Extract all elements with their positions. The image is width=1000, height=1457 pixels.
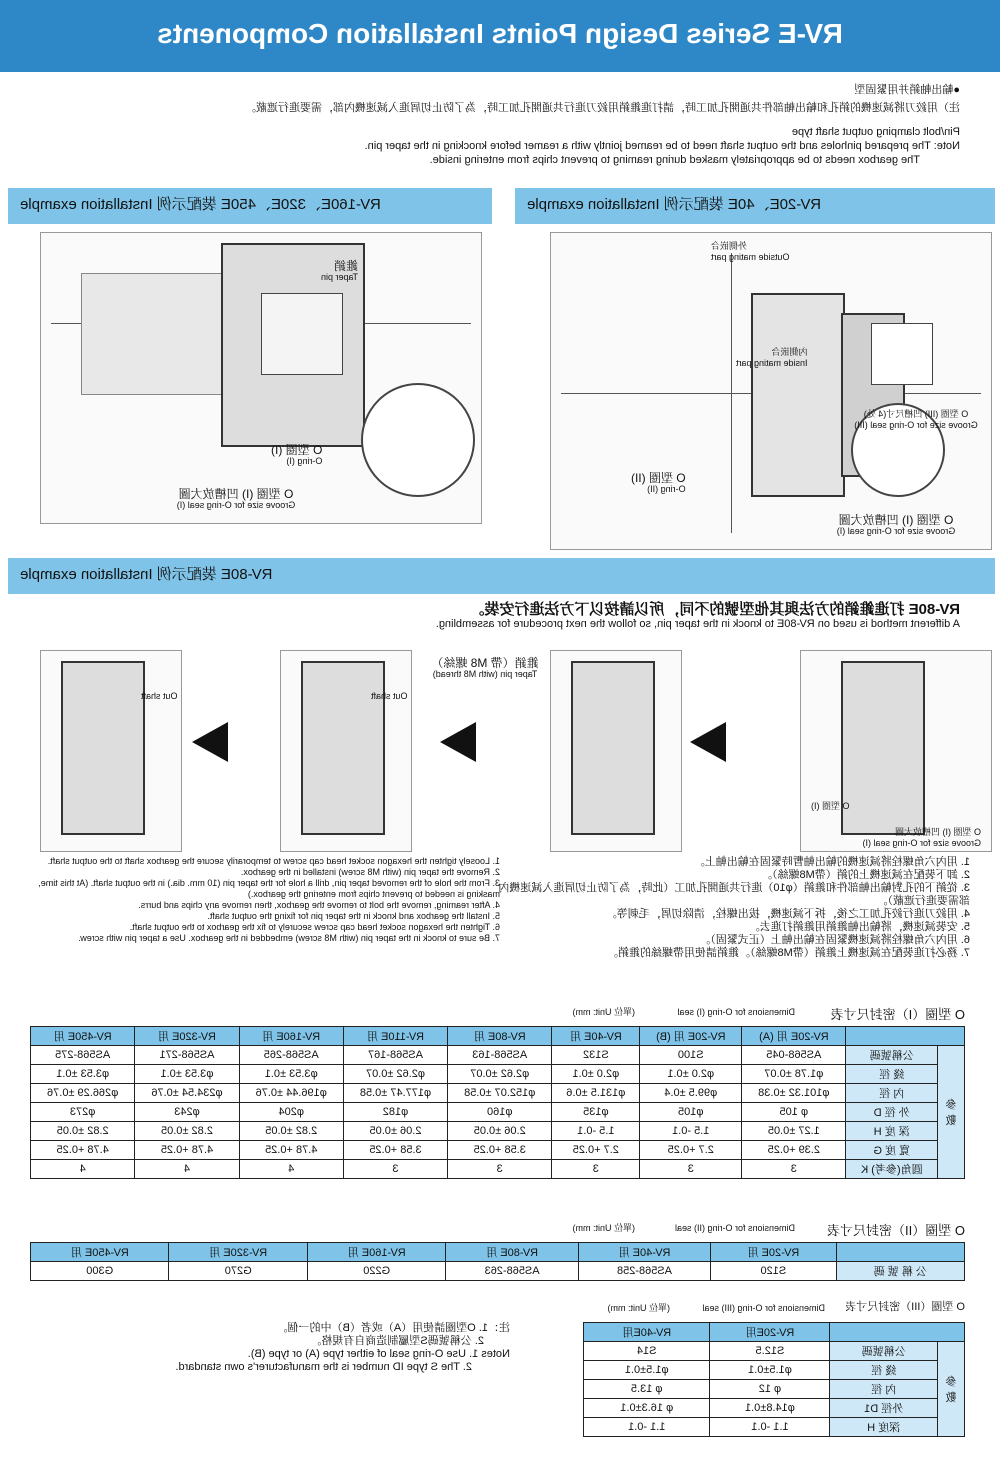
label-outside-mating: 外側嵌合 Outside mating part — [711, 241, 790, 262]
label-oring-ii-a: O 型圈 (II) O-ring (II) — [631, 471, 686, 494]
step-cn-1: 1. 用內六角螺栓將減速機的輸出軸暫時緊固在輸出軸上。 — [693, 856, 970, 868]
step-cn-2: 2. 卸下裝配在減速機上的銷（帶M8螺絲）。 — [760, 869, 970, 881]
drawing-rv160-450 — [40, 232, 482, 524]
header-bar — [0, 0, 1000, 72]
section-bar-rv160-450 — [8, 188, 492, 224]
table-row: 寬 度 G 2.39 +0.25 2.7 +0.25 2.7 +0.25 3.58 +0.25 3.58 +0.25 4.78 +0.25 4.78 +0.25 4.78 +0.25 — [31, 1141, 965, 1160]
note-en-2: 2. The S type ID number is the manufacturer's own standard. — [175, 1361, 472, 1373]
step-drawing-1 — [800, 650, 992, 852]
table-row: 圓角(參考) K 3 3 3 3 3 4 4 4 — [31, 1160, 965, 1179]
table-row: 綫 徑 φ1.5±0.1 φ1.5±0.1 — [584, 1361, 965, 1380]
table1 — [30, 1026, 965, 1179]
rv80-title-cn: RV-80E 打進錐銷的方法與其他型號的不同，所以請按以下方法進行安裝。 — [469, 601, 960, 618]
label-out-shaft-a: Out shaft — [371, 691, 408, 701]
label-groove-i-a: O 型圈 (I) 凹槽放大圖 Groove size for O-ring seal (I) — [836, 513, 956, 536]
table1-col-6: RV-320E 用 — [135, 1027, 239, 1046]
table-row: 公 稱 號 碼 S120 AS568-258 AS568-263 G220 G270 G300 — [31, 1262, 965, 1281]
table-row: 內 徑 φ 12 φ 13.5 — [584, 1380, 965, 1399]
rv80-steps-en — [30, 856, 500, 996]
label-groove-i-b: O 型圈 (I) 凹槽放大圖 Groove size for O-ring seal (I) — [176, 487, 296, 510]
intro-note-cn: 注）用鉸刀將減速機的銷孔和輸出軸部件共通開孔加工時，請打進錐銷用鉸刀進行共通開孔加工時，為了防止切屑進入減速機內部，需要進行遮蔽。 — [245, 102, 960, 114]
table-row: 深 度 H 1.27 ±0.05 1.5 -0.1 1.5 -0.1 2.06 ±0.05 2.06 ±0.05 2.82 ±0.05 2.82 ±0.05 2.82 ±0.05 — [31, 1122, 965, 1141]
note-en-1: Notes 1. Use O-ring seal of either type (A) or type (B). — [247, 1348, 510, 1360]
arrow-left-3 — [192, 722, 228, 762]
table-row: 參數 公稱號碼 S12.5 S14 — [584, 1342, 965, 1361]
note-cn-2: 2. 公稱號碼S型屬制造商自有規格。 — [310, 1335, 484, 1347]
table-row: 內 徑 φ101.32 ±0.38 φ99.5 ±0.4 φ131.5 ±0.6 φ152.07 ±0.58 φ177.47 ±0.58 φ196.44 ±0.76 φ234.54 ±0.76 φ266.29 ±0.76 — [31, 1084, 965, 1103]
table-row: 參數 公稱號碼 AS568-045 S100 S132 AS568-163 AS568-167 AS568-265 AS568-271 AS568-275 — [31, 1046, 965, 1065]
table1-col-7: RV-450E 用 — [31, 1027, 135, 1046]
table-row: 深度 H 1.1 -0.1 1.1 -0.1 — [584, 1418, 965, 1437]
table2-wrapper — [30, 1242, 965, 1281]
label-oring-i-a: O 型圈 (I) O-ring (I) — [271, 443, 323, 466]
table2-caption: O 型圈（II）密封尺寸表 Dimensions for O-ring (II) seal (單位 Unit: mm) — [572, 1223, 965, 1238]
arrow-left-2 — [440, 722, 476, 762]
section-bar-rv20-40 — [515, 188, 995, 224]
table3-wrapper — [583, 1322, 965, 1437]
step-en-7: 7. Be sure to knock in the taper pin (with M8 screw) embedded in the gearbox. Use a taper pin with screw. — [78, 933, 500, 943]
step-en-6: 6. Tighten the hexagon socket head cap screw securely to fix the gearbox to the output shaft. — [129, 922, 500, 932]
label-inside-mating: 內側嵌合 Inside mating part — [736, 347, 808, 368]
step-cn-7: 7. 務必打進裝配在減速機上錐銷（帶M8螺絲）。錐銷請使用帶螺絲的錐銷。 — [606, 947, 970, 959]
rv80-title-en: A different method is used on RV-80E to knock in the taper pin, so follow the next procedure for assembling. — [435, 618, 960, 630]
section-title-rv80: RV-80E 裝配示例 Installation example — [20, 566, 273, 583]
table1-col-5: RV-160E 用 — [239, 1027, 343, 1046]
table1-group-label: 參數 — [938, 1046, 965, 1179]
label-taper-pin-a: 錐銷 Taper pin — [321, 259, 359, 282]
table2: RV-20E 用 RV-40E 用 RV-80E 用 RV-160E 用 RV-320E 用 RV-450E 用 公 稱 號 碼 S120 AS568-258 AS568-263 G220 G270 G300 — [30, 1242, 965, 1281]
notes-block — [150, 1322, 510, 1384]
note-cn-1: 注：1. O型圈請使用（A）或者（B）中的一個。 — [276, 1322, 510, 1334]
step-drawing-2 — [550, 650, 682, 852]
step-en-3: 3. From the hole of the removed taper pin, drill a hole for the taper pin (10 mm. dia.) in the output shaft. (At this time, masking is needed to prevent chips from entering the gearbox.) — [38, 878, 500, 899]
step-drawing-4 — [40, 650, 182, 852]
intro-en-3: The gearbox needs to be appropriately masked during reaming to prevent chips from entering inside. — [429, 154, 920, 166]
step-en-5: 5. Install the gearbox and knock in the taper pin for fixing the output shaft. — [207, 911, 500, 921]
section-title-rv20-40: RV-20E、40E 裝配示例 Installation example — [527, 196, 822, 213]
intro-en-1: Pin/bolt clamping output shaft type — [791, 126, 960, 138]
table-row: 外 徑 D φ 105 φ105 φ135 φ160 φ182 φ204 φ243 φ273 — [31, 1103, 965, 1122]
step-cn-5: 5. 安裝減速機，將輸出軸錐銷用錐銷打進去。 — [748, 921, 970, 933]
rv80-steps-cn — [490, 856, 970, 986]
step-en-2: 2. Remove the taper pin (with M8 screw) installed in the gearbox. — [240, 867, 500, 877]
intro-block — [0, 80, 1000, 176]
table1-col-4: RV-110E 用 — [343, 1027, 447, 1046]
step-cn-3: 3. 從銷下的孔對輸出軸部件和錐銷（φ10）進行共通開孔加工（此時，為了防止切屑進入減速機內部需要進行遮蔽）。 — [498, 882, 970, 907]
table3-caption: O 型圈（III）密封尺寸表 Dimensions for O-ring (III) seal (單位 Unit: mm) — [607, 1301, 965, 1313]
table3: RV-20E用 RV-40E用 參數 公稱號碼 S12.5 S14 綫 徑 φ1.5±0.1 φ1.5±0.1 內 徑 φ 12 φ 13.5 外徑 D1 φ14.8±0.1 φ 16.3±0.1 深度 H 1.1 -0.1 1.1 -0.1 — [583, 1322, 965, 1437]
label-out-shaft-b: Out shaft — [141, 691, 178, 701]
table1-col-0: RV-20E 用 (A) — [742, 1027, 846, 1046]
page-title: RV-E Series Design Points Installation Components — [157, 18, 843, 49]
step-en-1: 1. Loosely tighten the hexagon socket head cap screw to temporarily secure the gearbox shaft to the output shaft. — [47, 856, 500, 866]
section-title-rv160-450: RV-160E、320E、450E 裝配示例 Installation example — [20, 196, 381, 213]
table1-col-2: RV-40E 用 — [552, 1027, 640, 1046]
label-oring-i-b: O 型圈 (I) — [811, 801, 850, 811]
section-bar-rv80 — [8, 558, 995, 594]
drawing-rv20-40 — [550, 232, 992, 550]
label-taper-pin-m8: 錐銷（帶 M8 螺絲） Taper pin (with M8 thread) — [431, 656, 539, 679]
step-cn-6: 6. 用內六角螺栓將減速機緊固在輸出軸上（正式緊固）。 — [699, 934, 970, 946]
intro-en-2: Note: The prepared pinholes and the output shaft need to be reamed jointly with a reamer before knocking in the taper pin. — [364, 140, 960, 152]
step-drawing-3 — [280, 650, 412, 852]
table-row: 外徑 D1 φ14.8±0.1 φ 16.3±0.1 — [584, 1399, 965, 1418]
step-cn-4: 4. 用鉸刀進行鉸孔加工之後，拆下減速機，拔出螺栓，清除切屑，毛刺等。 — [605, 908, 970, 920]
label-groove-iii: O 型圈 (III) 凹槽尺寸(4 处) Groove size for O-ring seal (III) — [854, 409, 978, 430]
label-groove-i-c: O 型圈 (I) 凹槽放大圖 Groove size for O-ring seal (I) — [862, 827, 981, 848]
table1-wrapper — [30, 1026, 965, 1179]
arrow-left-1 — [690, 722, 726, 762]
step-en-4: 4. After reaming, remove the bolt to remove the gearbox, then remove any chips and burrs. — [138, 900, 500, 910]
table1-col-3: RV-80E 用 — [448, 1027, 552, 1046]
intro-bullet: ●輸出軸銷并用緊固型 — [854, 84, 960, 96]
table1-col-1: RV-20E 用 (B) — [640, 1027, 742, 1046]
table1-caption: O 型圈（I）密封尺寸表 Dimensions for O-ring (I) seal (單位 Unit: mm) — [572, 1007, 965, 1022]
rv80-title-block — [0, 598, 1000, 634]
table-row: 綫 徑 φ1.78 ±0.07 φ2.0 ±0.1 φ2.0 ±0.1 φ2.62 ±0.07 φ2.62 ±0.07 φ3.53 ±0.1 φ3.53 ±0.1 φ3.53 ±0.1 — [31, 1065, 965, 1084]
